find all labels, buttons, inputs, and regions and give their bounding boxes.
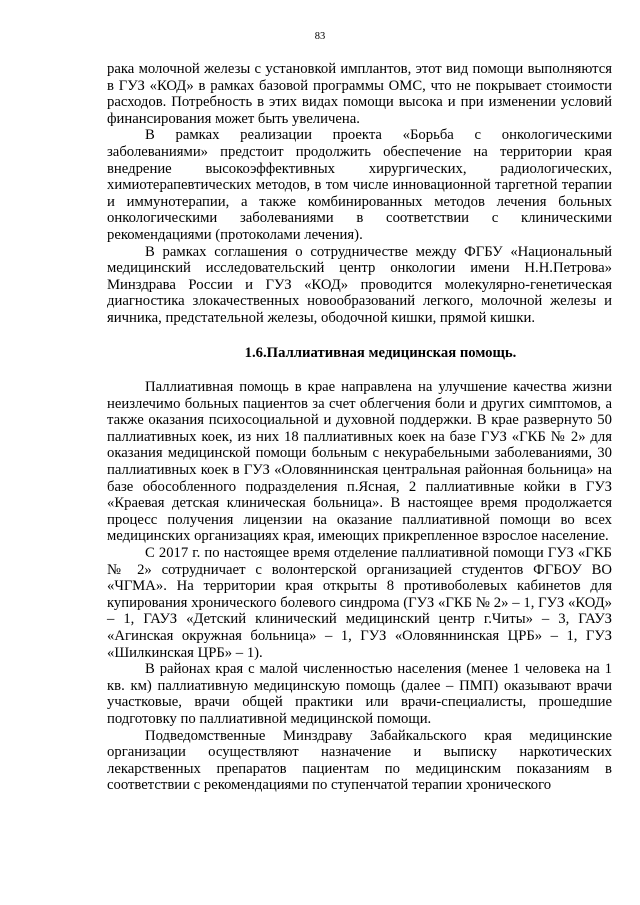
paragraph-narcotic-prescriptions: Подведомственные Минздраву Забайкальского края медицинские организации осуществляют назначение и выписку наркотических лекарственных препаратов пациентам по медицинским показаниям в соответствии с рекомендациями по ступенчатой терапии хронического: [107, 727, 612, 794]
page-number: 83: [314, 31, 326, 42]
paragraph-breast-cancer-implants: рака молочной железы с установкой имплантов, этот вид помощи выполняются в ГУЗ «КОД» в рамках базовой программы ОМС, что не покрывает стоимости расходов. Потребность в этих видах помощи высока и при изменении условий финансирования может быть увеличена.: [107, 61, 612, 127]
paragraph-oncology-project: В рамках реализации проекта «Борьба с онкологическими заболеваниями» предстоит продолжить обеспечение на территории края внедрение высокоэффективных хирургических, радиологических, химиотерапевтических методов, в том числе инновационной таргетной терапии и иммунотерапии, а также комбинированных методов лечения больных онкологическими заболеваниями в соответствии с клиническими рекомендациями (протоколами лечения).: [107, 127, 612, 243]
section-heading-palliative-care: 1.6.Паллиативная медицинская помощь.: [244, 344, 517, 361]
paragraph-petrov-center-agreement: В рамках соглашения о сотрудничестве между ФГБУ «Национальный медицинский исследовательский центр онкологии имени Н.Н.Петрова» Минздрава России и ГУЗ «КОД» проводится молекулярно-генетическая диагностика злокачественных новообразований легкого, молочной железы и яичника, предстательной железы, ободочной кишки, прямой кишки.: [107, 243, 612, 326]
paragraph-volunteers-pain-offices: С 2017 г. по настоящее время отделение паллиативной помощи ГУЗ «ГКБ № 2» сотрудничает с волонтерской организацией студентов ФГБОУ ВО «ЧГМА». На территории края открыты 8 противоболевых кабинетов для купирования хронического болевого синдрома (ГУЗ «ГКБ № 2» – 1, ГУЗ «КОД» – 1, ГАУЗ «Детский клинический медицинский центр г.Читы» – 3, ГАУЗ «Агинская окружная больница» – 1, ГУЗ «Оловяннинская ЦРБ» – 1, ГУЗ «Шилкинская ЦРБ» – 1).: [107, 545, 612, 661]
paragraph-palliative-beds: Паллиативная помощь в крае направлена на улучшение качества жизни неизлечимо больных пациентов за счет облегчения боли и других симптомов, а также оказания психосоциальной и духовной поддержки. В крае развернуто 50 паллиативных коек, из них 18 паллиативных коек на базе ГУЗ «ГКБ № 2» для оказания медицинской помощи больным с некурабельными заболеваниями, 30 паллиативных коек в ГУЗ «Оловяннинская центральная районная больница» на базе обособленного подразделения п.Ясная, 2 паллиативные койки в ГУЗ «Краевая детская клиническая больница». В настоящее время продолжается процесс получения лицензии на оказание паллиативной помощи во всех медицинских организациях края, имеющих прикрепленное взрослое население.: [107, 379, 612, 545]
paragraph-low-density-districts: В районах края с малой численностью населения (менее 1 человека на 1 кв. км) паллиативную медицинскую помощь (далее – ПМП) оказывают врачи участковые, врачи общей практики или врачи-специалисты, прошедшие подготовку по паллиативной медицинской помощи.: [107, 661, 612, 727]
document-body: [107, 61, 612, 794]
